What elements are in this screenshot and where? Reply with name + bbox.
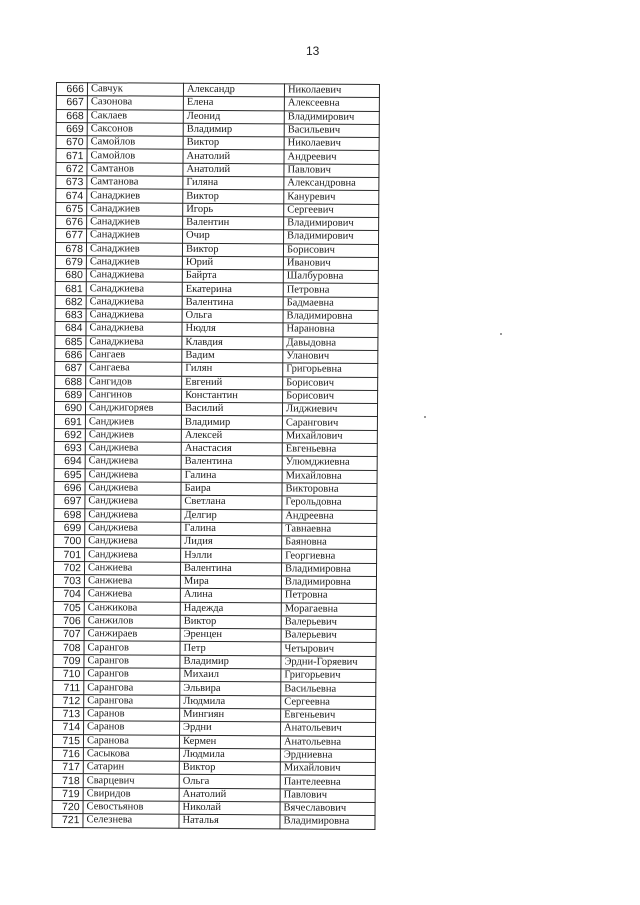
- first-name-cell: Ольга: [182, 309, 283, 323]
- first-name-cell: Анатолий: [179, 788, 280, 802]
- patronymic-cell: Борисович: [283, 243, 378, 257]
- first-name-cell: Анатолий: [183, 163, 284, 177]
- row-number: 698: [54, 508, 85, 521]
- row-number: 695: [54, 468, 85, 481]
- surname-cell: Санжиева: [84, 588, 180, 602]
- surname-cell: Самойлов: [87, 149, 183, 163]
- patronymic-cell: Пантелеевна: [280, 775, 375, 789]
- surname-cell: Санджиева: [85, 455, 181, 469]
- scan-speck: [500, 333, 502, 335]
- surname-cell: Самтанов: [87, 162, 183, 176]
- patronymic-cell: Евгеньевич: [281, 709, 376, 723]
- surname-cell: Санжиева: [84, 575, 180, 589]
- first-name-cell: Гилян: [182, 363, 283, 377]
- row-number: 702: [53, 561, 84, 574]
- patronymic-cell: Алексеевна: [284, 97, 379, 111]
- row-number: 719: [52, 787, 83, 800]
- row-number: 717: [52, 761, 83, 774]
- first-name-cell: Алексей: [181, 429, 282, 443]
- row-number: 705: [53, 601, 84, 614]
- first-name-cell: Ольга: [179, 775, 280, 789]
- patronymic-cell: Сергеевна: [281, 696, 376, 710]
- first-name-cell: Гиляна: [183, 176, 284, 190]
- patronymic-cell: Павлович: [284, 164, 379, 178]
- patronymic-cell: Давыдовна: [283, 337, 378, 351]
- surname-cell: Сарангов: [84, 654, 180, 668]
- first-name-cell: Александр: [183, 83, 284, 97]
- surname-cell: Севостьянов: [83, 801, 179, 815]
- patronymic-cell: Эрдни-Горяевич: [281, 656, 376, 670]
- first-name-cell: Виктор: [183, 190, 284, 204]
- surname-cell: Сангидов: [86, 375, 182, 389]
- first-name-cell: Виктор: [182, 243, 283, 257]
- first-name-cell: Леонид: [183, 110, 284, 124]
- surname-cell: Саранова: [83, 734, 179, 748]
- row-number: 694: [54, 455, 85, 468]
- row-number: 681: [55, 282, 86, 295]
- surname-cell: Самтанова: [87, 176, 183, 190]
- first-name-cell: Мира: [180, 575, 281, 589]
- row-number: 674: [56, 189, 87, 202]
- patronymic-cell: Лиджиевич: [282, 403, 377, 417]
- names-table-body: [52, 83, 380, 830]
- row-number: 692: [54, 428, 85, 441]
- patronymic-cell: Сарангович: [282, 416, 377, 430]
- surname-cell: Сасыкова: [83, 748, 179, 762]
- first-name-cell: Василий: [181, 402, 282, 416]
- row-number: 706: [53, 614, 84, 627]
- surname-cell: Санаджиев: [87, 202, 183, 216]
- first-name-cell: Владимир: [181, 416, 282, 430]
- first-name-cell: Евгений: [182, 376, 283, 390]
- surname-cell: Санжикова: [84, 601, 180, 615]
- row-number: 703: [53, 574, 84, 587]
- surname-cell: Санджиева: [85, 535, 181, 549]
- page-number: 13: [306, 44, 320, 58]
- patronymic-cell: Михайлович: [280, 762, 375, 776]
- row-number: 711: [53, 681, 84, 694]
- first-name-cell: Галина: [181, 469, 282, 483]
- surname-cell: Санаджиев: [87, 189, 183, 203]
- surname-cell: Санджиева: [85, 508, 181, 522]
- patronymic-cell: Анатольевич: [281, 722, 376, 736]
- row-number: 721: [52, 814, 83, 827]
- patronymic-cell: Григорьевич: [281, 669, 376, 683]
- row-number: 714: [53, 721, 84, 734]
- surname-cell: Сарангова: [84, 694, 180, 708]
- row-number: 715: [52, 734, 83, 747]
- row-number: 669: [56, 122, 87, 135]
- row-number: 707: [53, 628, 84, 641]
- surname-cell: Савчук: [87, 83, 183, 97]
- first-name-cell: Надежда: [180, 602, 281, 616]
- patronymic-cell: Улюмджиевна: [282, 456, 377, 470]
- surname-cell: Санджиева: [85, 548, 181, 562]
- surname-cell: Санджиева: [85, 482, 181, 496]
- surname-cell: Санджиева: [85, 442, 181, 456]
- surname-cell: Саксонов: [87, 123, 183, 137]
- first-name-cell: Эльвира: [180, 682, 281, 696]
- row-number: 671: [56, 149, 87, 162]
- first-name-cell: Анатолий: [183, 150, 284, 164]
- first-name-cell: Клавдия: [182, 336, 283, 350]
- surname-cell: Санджиева: [85, 521, 181, 535]
- row-number: 688: [55, 375, 86, 388]
- row-number: 697: [54, 495, 85, 508]
- surname-cell: Саранов: [84, 721, 180, 735]
- patronymic-cell: Четырович: [281, 642, 376, 656]
- row-number: 672: [56, 162, 87, 175]
- surname-cell: Саранов: [84, 708, 180, 722]
- names-table: [51, 82, 380, 830]
- row-number: 720: [52, 801, 83, 814]
- row-number: 685: [55, 335, 86, 348]
- row-number: 693: [54, 442, 85, 455]
- surname-cell: Сангинов: [86, 389, 182, 403]
- first-name-cell: Мингиян: [180, 708, 281, 722]
- first-name-cell: Валентин: [183, 216, 284, 230]
- first-name-cell: Михаил: [180, 668, 281, 682]
- row-number: 704: [53, 588, 84, 601]
- first-name-cell: Николай: [179, 801, 280, 815]
- patronymic-cell: Андреевна: [282, 509, 377, 523]
- patronymic-cell: Петровна: [283, 283, 378, 297]
- surname-cell: Санджиева: [85, 495, 181, 509]
- surname-cell: Санджиев: [85, 428, 181, 442]
- row-number: 687: [55, 362, 86, 375]
- first-name-cell: Светлана: [181, 495, 282, 509]
- first-name-cell: Эрдни: [180, 722, 281, 736]
- row-number: 701: [54, 548, 85, 561]
- row-number: 712: [53, 694, 84, 707]
- surname-cell: Санжилов: [84, 615, 180, 629]
- surname-cell: Сварцевич: [83, 774, 179, 788]
- row-number: 679: [55, 255, 86, 268]
- row-number: 699: [54, 521, 85, 534]
- row-number: 709: [53, 654, 84, 667]
- patronymic-cell: Борисович: [283, 390, 378, 404]
- patronymic-cell: Уланович: [283, 350, 378, 364]
- patronymic-cell: Эрдниевна: [280, 749, 375, 763]
- first-name-cell: Делгир: [181, 509, 282, 523]
- first-name-cell: Виктор: [180, 615, 281, 629]
- patronymic-cell: Шалбуровна: [283, 270, 378, 284]
- patronymic-cell: Борисович: [283, 376, 378, 390]
- row-number: 683: [55, 309, 86, 322]
- patronymic-cell: Сергеевич: [284, 204, 379, 218]
- row-number: 689: [55, 388, 86, 401]
- row-number: 675: [56, 202, 87, 215]
- patronymic-cell: Андреевич: [284, 150, 379, 164]
- row-number: 684: [55, 322, 86, 335]
- patronymic-cell: Морагаевна: [281, 602, 376, 616]
- row-number: 677: [56, 229, 87, 242]
- first-name-cell: Елена: [183, 97, 284, 111]
- patronymic-cell: Петровна: [281, 589, 376, 603]
- row-number: 670: [56, 136, 87, 149]
- row-number: 691: [54, 415, 85, 428]
- first-name-cell: Нюдля: [182, 323, 283, 337]
- first-name-cell: Анастасия: [181, 442, 282, 456]
- surname-cell: Санджигоряев: [85, 402, 181, 416]
- surname-cell: Санаджиев: [86, 242, 182, 256]
- row-number: 680: [55, 269, 86, 282]
- first-name-cell: Людмила: [180, 695, 281, 709]
- row-number: 673: [56, 176, 87, 189]
- row-number: 686: [55, 348, 86, 361]
- first-name-cell: Владимир: [180, 655, 281, 669]
- row-number: 708: [53, 641, 84, 654]
- patronymic-cell: Нарановна: [283, 323, 378, 337]
- patronymic-cell: Вячеславович: [280, 802, 375, 816]
- patronymic-cell: Владимировна: [280, 815, 375, 829]
- patronymic-cell: Владимировна: [281, 563, 376, 577]
- patronymic-cell: Михайлович: [282, 430, 377, 444]
- surname-cell: Селезнева: [83, 814, 179, 828]
- patronymic-cell: Владимирович: [284, 217, 379, 231]
- row-number: 696: [54, 481, 85, 494]
- first-name-cell: Игорь: [183, 203, 284, 217]
- first-name-cell: Валентина: [180, 562, 281, 576]
- surname-cell: Санжиева: [84, 561, 180, 575]
- row-number: 718: [52, 774, 83, 787]
- row-number: 682: [55, 295, 86, 308]
- patronymic-cell: Владимирович: [284, 230, 379, 244]
- first-name-cell: Галина: [181, 522, 282, 536]
- patronymic-cell: Викторовна: [282, 483, 377, 497]
- first-name-cell: Петр: [180, 642, 281, 656]
- first-name-cell: Эренцен: [180, 628, 281, 642]
- patronymic-cell: Баяновна: [282, 536, 377, 550]
- surname-cell: Санджиев: [85, 415, 181, 429]
- surname-cell: Санаджиева: [86, 269, 182, 283]
- surname-cell: Сатарин: [83, 761, 179, 775]
- surname-cell: Сангаев: [86, 349, 182, 363]
- surname-cell: Сарангова: [84, 681, 180, 695]
- row-number: 713: [53, 707, 84, 720]
- surname-cell: Санаджиев: [86, 256, 182, 270]
- first-name-cell: Кермен: [179, 735, 280, 749]
- row-number: 678: [55, 242, 86, 255]
- patronymic-cell: Евгеньевна: [282, 443, 377, 457]
- patronymic-cell: Николаевич: [284, 137, 379, 151]
- patronymic-cell: Георгиевна: [282, 549, 377, 563]
- first-name-cell: Нэлли: [181, 549, 282, 563]
- patronymic-cell: Валерьевич: [281, 629, 376, 643]
- surname-cell: Сазонова: [87, 96, 183, 110]
- patronymic-cell: Александровна: [284, 177, 379, 191]
- first-name-cell: Людмила: [179, 748, 280, 762]
- table-row: [52, 814, 375, 829]
- surname-cell: Санаджиева: [86, 282, 182, 296]
- surname-cell: Санжираев: [84, 628, 180, 642]
- patronymic-cell: Анатольевна: [280, 735, 375, 749]
- patronymic-cell: Герольдовна: [282, 496, 377, 510]
- first-name-cell: Виктор: [183, 136, 284, 150]
- surname-cell: Санаджиева: [86, 335, 182, 349]
- surname-cell: Свиридов: [83, 787, 179, 801]
- row-number: 667: [56, 96, 87, 109]
- row-number: 690: [54, 402, 85, 415]
- patronymic-cell: Николаевич: [284, 84, 379, 98]
- surname-cell: Санаджиев: [87, 229, 183, 243]
- first-name-cell: Наталья: [179, 815, 280, 829]
- surname-cell: Сарангов: [84, 668, 180, 682]
- row-number: 710: [53, 668, 84, 681]
- patronymic-cell: Павлович: [280, 789, 375, 803]
- surname-cell: Санджиева: [85, 468, 181, 482]
- patronymic-cell: Иванович: [283, 257, 378, 271]
- patronymic-cell: Михайловна: [282, 469, 377, 483]
- row-number: 716: [52, 747, 83, 760]
- row-number: 666: [56, 83, 87, 96]
- surname-cell: Санаджиева: [86, 322, 182, 336]
- first-name-cell: Байрта: [182, 269, 283, 283]
- row-number: 676: [56, 215, 87, 228]
- patronymic-cell: Валерьевич: [281, 616, 376, 630]
- patronymic-cell: Васильевич: [284, 124, 379, 138]
- first-name-cell: Валентина: [181, 456, 282, 470]
- surname-cell: Самойлов: [87, 136, 183, 150]
- patronymic-cell: Владимирович: [284, 110, 379, 124]
- first-name-cell: Владимир: [183, 123, 284, 137]
- first-name-cell: Очир: [183, 230, 284, 244]
- patronymic-cell: Кануревич: [284, 190, 379, 204]
- patronymic-cell: Васильевна: [281, 682, 376, 696]
- first-name-cell: Екатерина: [182, 283, 283, 297]
- first-name-cell: Юрий: [182, 256, 283, 270]
- row-number: 700: [54, 535, 85, 548]
- scan-speck: [424, 416, 426, 418]
- patronymic-cell: Григорьевна: [283, 363, 378, 377]
- patronymic-cell: Владимировна: [281, 576, 376, 590]
- first-name-cell: Константин: [182, 389, 283, 403]
- first-name-cell: Лидия: [181, 535, 282, 549]
- first-name-cell: Виктор: [179, 761, 280, 775]
- patronymic-cell: Тавнаевна: [282, 523, 377, 537]
- surname-cell: Сарангов: [84, 641, 180, 655]
- surname-cell: Санаджиев: [87, 216, 183, 230]
- first-name-cell: Валентина: [182, 296, 283, 310]
- surname-cell: Саклаев: [87, 109, 183, 123]
- first-name-cell: Вадим: [182, 349, 283, 363]
- row-number: 668: [56, 109, 87, 122]
- first-name-cell: Алина: [180, 589, 281, 603]
- patronymic-cell: Владимировна: [283, 310, 378, 324]
- surname-cell: Сангаева: [86, 362, 182, 376]
- surname-cell: Санаджиева: [86, 309, 182, 323]
- surname-cell: Санаджиева: [86, 295, 182, 309]
- patronymic-cell: Бадмаевна: [283, 297, 378, 311]
- first-name-cell: Баира: [181, 482, 282, 496]
